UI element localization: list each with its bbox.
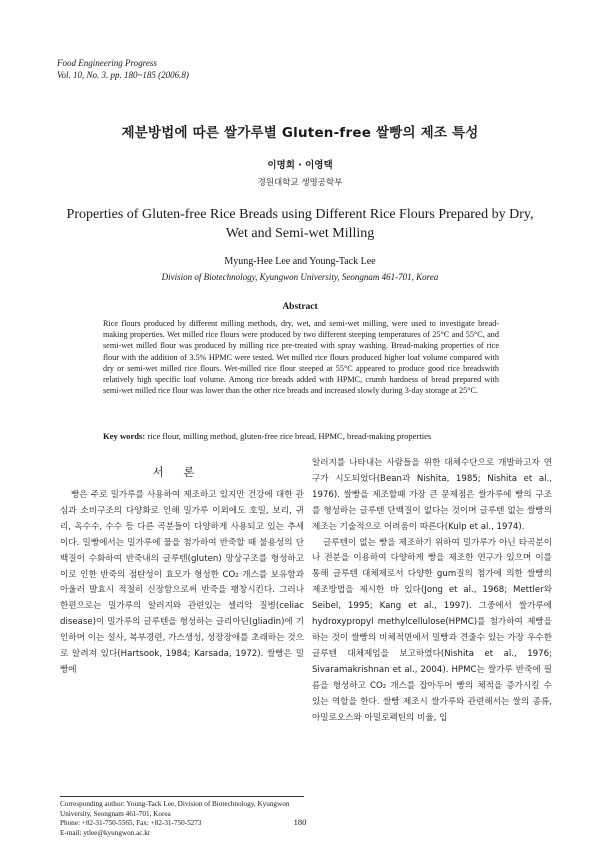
keywords-list: rice flour, milling method, gluten-free rice bread, HPMC, bread-making properties <box>145 431 432 441</box>
right-column <box>312 456 552 841</box>
body-paragraph: 알러지를 나타내는 사람들을 위한 대체수단으로 개발하고자 연구가 시도되었다(Bean과 Nishita, 1985; Nishita et al., 1976). 쌀빵을 제조할때 가장 큰 문제점은 쌀가루에 빵의 구조를 형성하는 글루텐 단백질이 없다는 것이며 글루텐 없는 쌀빵의 제조는 기술적으로 어려움이 따른다(Kulp et al., 1974). <box>312 458 552 532</box>
footnote-email: E-mail: ytlee@kyungwon.ac.kr <box>60 828 151 837</box>
english-authors: Myung-Hee Lee and Young-Tack Lee <box>224 256 376 267</box>
korean-title: 제분방법에 따른 쌀가루별 Gluten-free 쌀빵의 제조 특성 <box>121 125 479 141</box>
keywords <box>103 431 523 441</box>
page-number: 180 <box>293 817 307 827</box>
korean-affiliation: 경원대학교 생명공학부 <box>257 178 343 188</box>
body-paragraph: 글루텐이 없는 빵을 제조하기 위하여 밀가루가 아닌 타곡분이나 전분을 이용하여 다양하게 빵을 제조한 연구가 있으며 이를 통해 글루텐 대체제로서 다양한 gum질의 첨가에 의한 쌀빵의 제조방법을 제시한 바 있다(Jong et al., 1968; Mettler와 Seibel, 1995; Kang et al., 1997). 그중에서 쌀가루에 hydroxypropyl methylcellulose(HPMC)를 첨가하여 제빵을 하는 것이 쌀빵의 비체적면에서 밀빵과 견줄수 있는 가장 우수한 글루텐 대체제임을 보고하였다(Nishita et al., 1976; Sivaramakrishnan et al., 2004). HPMC는 쌀가루 반죽에 필름을 형성하고 CO₂ 개스를 잡아두어 빵의 체적을 증가시킬 수 있는 역할을 한다. 쌀빵 제조시 쌀가루와 관련해서는 쌀의 종류, 아밀로오스와 아밀로펙틴의 비율, 입 <box>312 537 552 723</box>
abstract-text: Rice flours produced by different milling methods, dry, wet, and semi-wet milling, were used to investigate bread-making properties. Wet milled rice flours were produced by two different steeping temperatures of 25°C and 55°C, and semi-wet milled flour was produced by milling rice pre-treated with spray washing. Bread-making properties of rice flour with the addition of 3.5% HPMC were tested. Wet milled rice flours produced higher loaf volume compared with dry or semi-wet milled rice flours. Wet-milled rice flour steeped at 55°C appeared to produce good rice breadswith relatively high specific loaf volume. Among rice breads added with HPMC, crumb hardness of bread prepared with semi-wet milled rice flour was lower than the other rice breads and increased slowly during 3-day storage at 25°C. <box>103 319 499 396</box>
journal-name: Food Engineering Progress <box>57 58 157 68</box>
journal-header <box>57 57 189 81</box>
english-affiliation: Division of Biotechnology, Kyungwon University, Seongnam 461-701, Korea <box>161 272 439 282</box>
footnote-author: Corresponding author: Young-Tack Lee, Division of Biotechnology, Kyungwon University, Seongnam 461-701, Korea <box>60 800 290 818</box>
body-paragraph: 빵은 주로 밀가루를 사용하여 제조하고 있지만 건강에 대한 관심과 소비구조의 다양화로 인해 밀가루 이외에도 호밀, 보리, 귀리, 옥수수, 수수 등 다른 곡분들이 다양하게 사용되고 있는 추세이다. 밀빵에서는 밀가루에 물을 첨가하여 반죽할 때 불용성의 단백질이 수화하여 반죽내의 글루텐(gluten) 망상구조를 형성하고 이로 인한 반죽의 점탄성이 효모가 형성한 CO₂ 개스를 보유함과 아울러 발효시 적절히 신장함으로써 반죽을 팽창시킨다. 그러나 한편으로는 밀가루의 알러지와 관련있는 셀리악 질병(celiac disease)이 밀가루의 글루텐을 형성하는 글리아딘(gliadin)에 기인하며 이는 설사, 복부경련, 가스생성, 성장장애를 초래하는 것으로 알려져 있다(Hartsook, 1984; Karsada, 1972). 쌀빵은 밀빵에 <box>60 490 304 675</box>
left-column <box>60 488 304 793</box>
section-title-introduction: 서 론 <box>152 465 203 479</box>
english-title: Properties of Gluten-free Rice Breads using Different Rice Flours Prepared by Dry, Wet and Semi-wet Milling <box>66 207 534 241</box>
abstract-heading: Abstract <box>282 302 318 312</box>
korean-authors: 이명희 · 이영택 <box>267 160 333 171</box>
footnote-divider <box>60 796 304 797</box>
journal-volume: Vol. 10, No. 3. pp. 180~185 (2006.8) <box>57 70 189 80</box>
footnote-phone: Phone: +82-31-750-5565, Fax: +82-31-750-5273 <box>60 819 202 828</box>
keywords-label: Key words: <box>103 431 146 441</box>
